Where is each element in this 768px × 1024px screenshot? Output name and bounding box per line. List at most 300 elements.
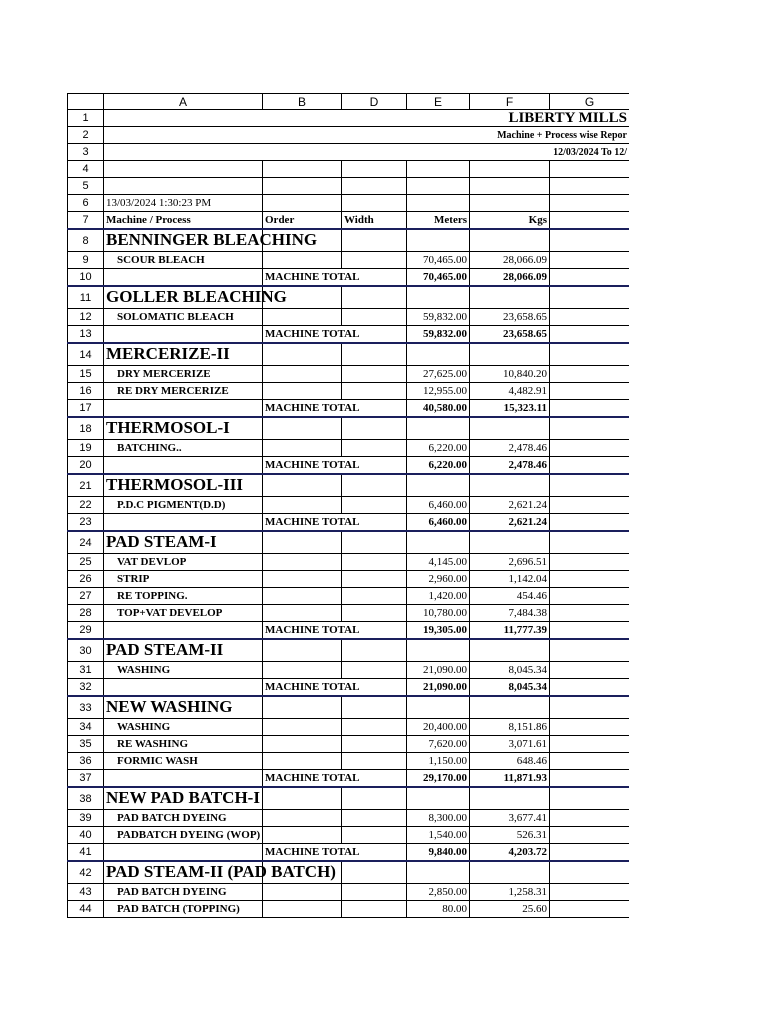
total-meters-cell[interactable]: 59,832.00 [407,326,470,344]
row-number[interactable]: 22 [68,497,104,514]
row-number[interactable]: 32 [68,679,104,697]
process-name[interactable]: RE TOPPING. [104,588,263,605]
meters-cell[interactable]: 1,420.00 [407,588,470,605]
cell[interactable] [342,787,407,810]
order-cell[interactable] [263,736,342,753]
row-number[interactable]: 23 [68,514,104,532]
cell[interactable] [407,531,470,554]
row-number[interactable]: 31 [68,662,104,679]
row-number[interactable]: 11 [68,286,104,309]
cell[interactable] [470,696,550,719]
header-order[interactable]: Order [263,212,342,230]
machine-name[interactable] [104,787,263,810]
row-number[interactable]: 18 [68,417,104,440]
column-header-a[interactable]: A [104,94,263,110]
row-number[interactable]: 13 [68,326,104,344]
cell[interactable] [550,343,630,366]
machine-total-row [68,514,630,532]
cell[interactable] [407,161,470,178]
process-name[interactable]: P.D.C PIGMENT(D.D) [104,497,263,514]
cell[interactable] [342,696,407,719]
cell[interactable] [550,195,630,212]
cell[interactable] [470,286,550,309]
row-number[interactable]: 25 [68,554,104,571]
width-cell[interactable] [342,605,407,622]
row-number[interactable]: 3 [68,144,104,161]
kgs-cell[interactable]: 526.31 [470,827,550,844]
machine-name[interactable] [104,639,263,662]
table-header-row [68,212,630,230]
kgs-cell[interactable]: 8,151.86 [470,719,550,736]
spreadsheet-grid [67,93,629,918]
cell[interactable] [550,161,630,178]
machine-total-label[interactable]: MACHINE TOTAL [263,269,407,287]
row-number[interactable]: 40 [68,827,104,844]
cell[interactable] [550,787,630,810]
cell[interactable] [263,474,342,497]
process-name[interactable]: PADBATCH DYEING (WOP) [104,827,263,844]
cell[interactable] [550,326,630,344]
meters-cell[interactable]: 2,850.00 [407,884,470,901]
total-kgs-cell[interactable]: 4,203.72 [470,844,550,862]
row-number[interactable]: 27 [68,588,104,605]
column-header-e[interactable]: E [407,94,470,110]
row-number[interactable]: 42 [68,861,104,884]
row-number[interactable]: 35 [68,736,104,753]
machine-name[interactable] [104,696,263,719]
kgs-cell[interactable]: 2,478.46 [470,440,550,457]
cell[interactable] [550,827,630,844]
cell[interactable] [550,229,630,252]
order-cell[interactable] [263,719,342,736]
row-number[interactable]: 39 [68,810,104,827]
cell[interactable] [550,810,630,827]
cell[interactable] [263,343,342,366]
cell[interactable] [550,884,630,901]
order-cell[interactable] [263,662,342,679]
cell[interactable] [550,178,630,195]
process-row [68,383,630,400]
row-number[interactable]: 44 [68,901,104,918]
cell[interactable] [342,417,407,440]
cell[interactable] [550,474,630,497]
cell[interactable] [470,178,550,195]
order-cell[interactable] [263,605,342,622]
cell[interactable] [104,679,263,697]
cell[interactable] [550,212,630,230]
row-number[interactable]: 33 [68,696,104,719]
row-number[interactable]: 19 [68,440,104,457]
width-cell[interactable] [342,309,407,326]
cell[interactable] [550,383,630,400]
row-number[interactable]: 14 [68,343,104,366]
kgs-cell[interactable]: 3,677.41 [470,810,550,827]
total-kgs-cell[interactable]: 8,045.34 [470,679,550,697]
header-kgs[interactable]: Kgs [470,212,550,230]
order-cell[interactable] [263,571,342,588]
total-kgs-cell[interactable]: 11,777.39 [470,622,550,640]
cell[interactable] [407,343,470,366]
cell[interactable] [104,457,263,475]
process-name[interactable]: SOLOMATIC BLEACH [104,309,263,326]
kgs-cell[interactable]: 1,258.31 [470,884,550,901]
kgs-cell[interactable]: 4,482.91 [470,383,550,400]
meters-cell[interactable]: 27,625.00 [407,366,470,383]
column-header-b[interactable]: B [263,94,342,110]
width-cell[interactable] [342,571,407,588]
column-header-d[interactable]: D [342,94,407,110]
cell[interactable] [342,639,407,662]
order-cell[interactable] [263,884,342,901]
machine-total-row [68,679,630,697]
cell[interactable] [470,787,550,810]
cell[interactable] [470,474,550,497]
row-number[interactable]: 6 [68,195,104,212]
machine-total-label[interactable]: MACHINE TOTAL [263,400,407,418]
meters-cell[interactable]: 80.00 [407,901,470,918]
process-name[interactable]: RE WASHING [104,736,263,753]
report-title[interactable]: LIBERTY MILLS [104,110,630,127]
machine-name[interactable] [104,229,318,252]
cell[interactable] [550,554,630,571]
process-name[interactable]: STRIP [104,571,263,588]
order-cell[interactable] [263,497,342,514]
cell[interactable] [104,770,263,788]
process-row [68,497,630,514]
cell[interactable] [342,286,407,309]
cell[interactable] [263,195,342,212]
row-number[interactable]: 43 [68,884,104,901]
cell[interactable] [550,400,630,418]
cell[interactable] [342,861,407,884]
cell[interactable] [550,639,630,662]
cell[interactable] [342,178,407,195]
kgs-cell[interactable]: 2,621.24 [470,497,550,514]
row-number[interactable]: 17 [68,400,104,418]
cell[interactable] [263,531,342,554]
cell[interactable] [470,531,550,554]
row-number[interactable]: 10 [68,269,104,287]
process-name[interactable]: BATCHING.. [104,440,263,457]
meters-cell[interactable]: 8,300.00 [407,810,470,827]
row-number[interactable]: 34 [68,719,104,736]
process-name[interactable]: WASHING [104,719,263,736]
cell[interactable] [550,588,630,605]
row-number[interactable]: 8 [68,229,104,252]
kgs-cell[interactable]: 454.46 [470,588,550,605]
kgs-cell[interactable]: 1,142.04 [470,571,550,588]
row-number[interactable]: 29 [68,622,104,640]
order-cell[interactable] [263,901,342,918]
cell[interactable] [550,662,630,679]
process-name[interactable]: RE DRY MERCERIZE [104,383,263,400]
cell[interactable] [550,679,630,697]
cell[interactable] [342,195,407,212]
total-meters-cell[interactable]: 9,840.00 [407,844,470,862]
process-name[interactable]: WASHING [104,662,263,679]
cell[interactable] [550,269,630,287]
cell[interactable] [470,861,550,884]
cell[interactable] [104,622,263,640]
cell[interactable] [470,161,550,178]
cell[interactable] [104,844,263,862]
meters-cell[interactable]: 59,832.00 [407,309,470,326]
width-cell[interactable] [342,810,407,827]
cell[interactable] [104,178,263,195]
order-cell[interactable] [263,440,342,457]
meters-cell[interactable]: 10,780.00 [407,605,470,622]
process-name[interactable]: FORMIC WASH [104,753,263,770]
machine-header-row [68,229,630,252]
meters-cell[interactable]: 7,620.00 [407,736,470,753]
cell[interactable] [470,343,550,366]
cell[interactable] [550,514,630,532]
cell[interactable] [470,229,550,252]
cell[interactable] [550,605,630,622]
kgs-cell[interactable]: 648.46 [470,753,550,770]
machine-name[interactable] [104,417,263,440]
cell[interactable] [550,736,630,753]
meters-cell[interactable]: 21,090.00 [407,662,470,679]
cell[interactable] [407,474,470,497]
total-meters-cell[interactable]: 70,465.00 [407,269,470,287]
total-meters-cell[interactable]: 6,220.00 [407,457,470,475]
cell[interactable] [550,252,630,269]
row-number[interactable]: 24 [68,531,104,554]
total-meters-cell[interactable]: 21,090.00 [407,679,470,697]
cell[interactable] [342,343,407,366]
total-kgs-cell[interactable]: 28,066.09 [470,269,550,287]
cell[interactable] [342,474,407,497]
order-cell[interactable] [263,588,342,605]
machine-name-text: NEW WASHING [106,697,233,716]
width-cell[interactable] [342,719,407,736]
width-cell[interactable] [342,366,407,383]
meters-cell[interactable]: 2,960.00 [407,571,470,588]
row-number[interactable]: 41 [68,844,104,862]
process-name[interactable]: DRY MERCERIZE [104,366,263,383]
kgs-cell[interactable]: 3,071.61 [470,736,550,753]
total-meters-cell[interactable]: 40,580.00 [407,400,470,418]
kgs-cell[interactable]: 10,840.20 [470,366,550,383]
row-number[interactable]: 9 [68,252,104,269]
process-name[interactable]: VAT DEVLOP [104,554,263,571]
cell[interactable] [263,787,342,810]
machine-total-label[interactable]: MACHINE TOTAL [263,326,407,344]
cell[interactable] [407,195,470,212]
cell[interactable] [550,417,630,440]
process-name[interactable]: PAD BATCH DYEING [104,884,263,901]
machine-name[interactable] [104,343,263,366]
kgs-cell[interactable]: 7,484.38 [470,605,550,622]
machine-total-label[interactable]: MACHINE TOTAL [263,844,407,862]
order-cell[interactable] [263,252,342,269]
machine-total-label[interactable]: MACHINE TOTAL [263,514,407,532]
machine-total-label[interactable]: MACHINE TOTAL [263,679,407,697]
cell[interactable] [342,229,407,252]
cell[interactable] [263,639,342,662]
cell[interactable] [550,366,630,383]
cell[interactable] [470,195,550,212]
total-meters-cell[interactable]: 29,170.00 [407,770,470,788]
row-number[interactable]: 21 [68,474,104,497]
kgs-cell[interactable]: 28,066.09 [470,252,550,269]
row-number[interactable]: 2 [68,127,104,144]
cell[interactable] [550,770,630,788]
kgs-cell[interactable]: 25.60 [470,901,550,918]
width-cell[interactable] [342,440,407,457]
machine-total-label[interactable]: MACHINE TOTAL [263,622,407,640]
column-header-f[interactable]: F [470,94,550,110]
cell[interactable] [550,753,630,770]
width-cell[interactable] [342,736,407,753]
cell[interactable] [407,639,470,662]
width-cell[interactable] [342,753,407,770]
cell[interactable] [550,844,630,862]
cell[interactable] [550,497,630,514]
report-date-range[interactable]: 12/03/2024 To 12/ [104,144,630,161]
cell[interactable] [550,622,630,640]
cell[interactable] [407,696,470,719]
width-cell[interactable] [342,588,407,605]
table-row [68,127,630,144]
width-cell[interactable] [342,497,407,514]
meters-cell[interactable]: 4,145.00 [407,554,470,571]
order-cell[interactable] [263,810,342,827]
cell[interactable] [407,417,470,440]
process-name[interactable]: PAD BATCH DYEING [104,810,263,827]
row-number[interactable]: 1 [68,110,104,127]
order-cell[interactable] [263,383,342,400]
kgs-cell[interactable]: 8,045.34 [470,662,550,679]
cell[interactable] [342,531,407,554]
cell[interactable] [550,531,630,554]
row-number[interactable]: 28 [68,605,104,622]
cell[interactable] [550,696,630,719]
kgs-cell[interactable]: 2,696.51 [470,554,550,571]
row-number[interactable]: 4 [68,161,104,178]
row-number[interactable]: 30 [68,639,104,662]
cell[interactable] [342,161,407,178]
cell[interactable] [407,229,470,252]
cell[interactable] [407,861,470,884]
cell[interactable] [104,514,263,532]
process-name[interactable]: PAD BATCH (TOPPING) [104,901,263,918]
cell[interactable] [550,901,630,918]
meters-cell[interactable]: 6,220.00 [407,440,470,457]
order-cell[interactable] [263,753,342,770]
width-cell[interactable] [342,662,407,679]
row-number[interactable]: 5 [68,178,104,195]
cell[interactable] [104,400,263,418]
machine-total-row [68,326,630,344]
cell[interactable] [550,457,630,475]
column-header-g[interactable]: G [550,94,630,110]
cell[interactable] [104,161,263,178]
cell[interactable] [550,440,630,457]
process-name[interactable]: SCOUR BLEACH [104,252,263,269]
total-kgs-cell[interactable]: 15,323.11 [470,400,550,418]
cell[interactable] [470,639,550,662]
machine-header-row [68,286,630,309]
machine-name[interactable] [104,861,336,884]
cell[interactable] [263,696,342,719]
order-cell[interactable] [263,309,342,326]
meters-cell[interactable]: 1,540.00 [407,827,470,844]
kgs-cell[interactable]: 23,658.65 [470,309,550,326]
cell[interactable] [104,269,263,287]
row-number[interactable]: 20 [68,457,104,475]
header-width[interactable]: Width [342,212,407,230]
order-cell[interactable] [263,554,342,571]
printed-timestamp[interactable]: 13/03/2024 1:30:23 PM [104,195,263,212]
machine-name[interactable] [104,531,263,554]
width-cell[interactable] [342,252,407,269]
total-meters-cell[interactable]: 6,460.00 [407,514,470,532]
row-number[interactable]: 7 [68,212,104,230]
total-meters-cell[interactable]: 19,305.00 [407,622,470,640]
row-number[interactable]: 36 [68,753,104,770]
total-kgs-cell[interactable]: 11,871.93 [470,770,550,788]
machine-name[interactable] [104,474,263,497]
total-kgs-cell[interactable]: 2,621.24 [470,514,550,532]
total-kgs-cell[interactable]: 2,478.46 [470,457,550,475]
meters-cell[interactable]: 70,465.00 [407,252,470,269]
meters-cell[interactable]: 1,150.00 [407,753,470,770]
order-cell[interactable] [263,827,342,844]
machine-name[interactable] [104,286,287,309]
row-number[interactable]: 26 [68,571,104,588]
width-cell[interactable] [342,554,407,571]
row-number[interactable]: 16 [68,383,104,400]
row-number[interactable]: 15 [68,366,104,383]
select-all-corner[interactable] [68,94,104,110]
cell[interactable] [550,571,630,588]
cell[interactable] [550,861,630,884]
meters-cell[interactable]: 6,460.00 [407,497,470,514]
width-cell[interactable] [342,827,407,844]
cell[interactable] [407,286,470,309]
width-cell[interactable] [342,884,407,901]
total-kgs-cell[interactable]: 23,658.65 [470,326,550,344]
cell[interactable] [550,719,630,736]
width-cell[interactable] [342,901,407,918]
cell[interactable] [407,178,470,195]
order-cell[interactable] [263,366,342,383]
process-row [68,810,630,827]
process-name[interactable]: TOP+VAT DEVELOP [104,605,263,622]
cell[interactable] [470,417,550,440]
meters-cell[interactable]: 20,400.00 [407,719,470,736]
cell[interactable] [263,161,342,178]
row-number[interactable]: 12 [68,309,104,326]
cell[interactable] [550,309,630,326]
header-machine-process[interactable]: Machine / Process [104,212,263,230]
row-number[interactable]: 38 [68,787,104,810]
header-meters[interactable]: Meters [407,212,470,230]
cell[interactable] [104,326,263,344]
cell[interactable] [550,286,630,309]
cell[interactable] [407,787,470,810]
machine-total-label[interactable]: MACHINE TOTAL [263,770,407,788]
report-subtitle[interactable]: Machine + Process wise Repor [104,127,630,144]
cell[interactable] [263,178,342,195]
cell[interactable] [263,417,342,440]
width-cell[interactable] [342,383,407,400]
row-number[interactable]: 37 [68,770,104,788]
meters-cell[interactable]: 12,955.00 [407,383,470,400]
machine-total-label[interactable]: MACHINE TOTAL [263,457,407,475]
